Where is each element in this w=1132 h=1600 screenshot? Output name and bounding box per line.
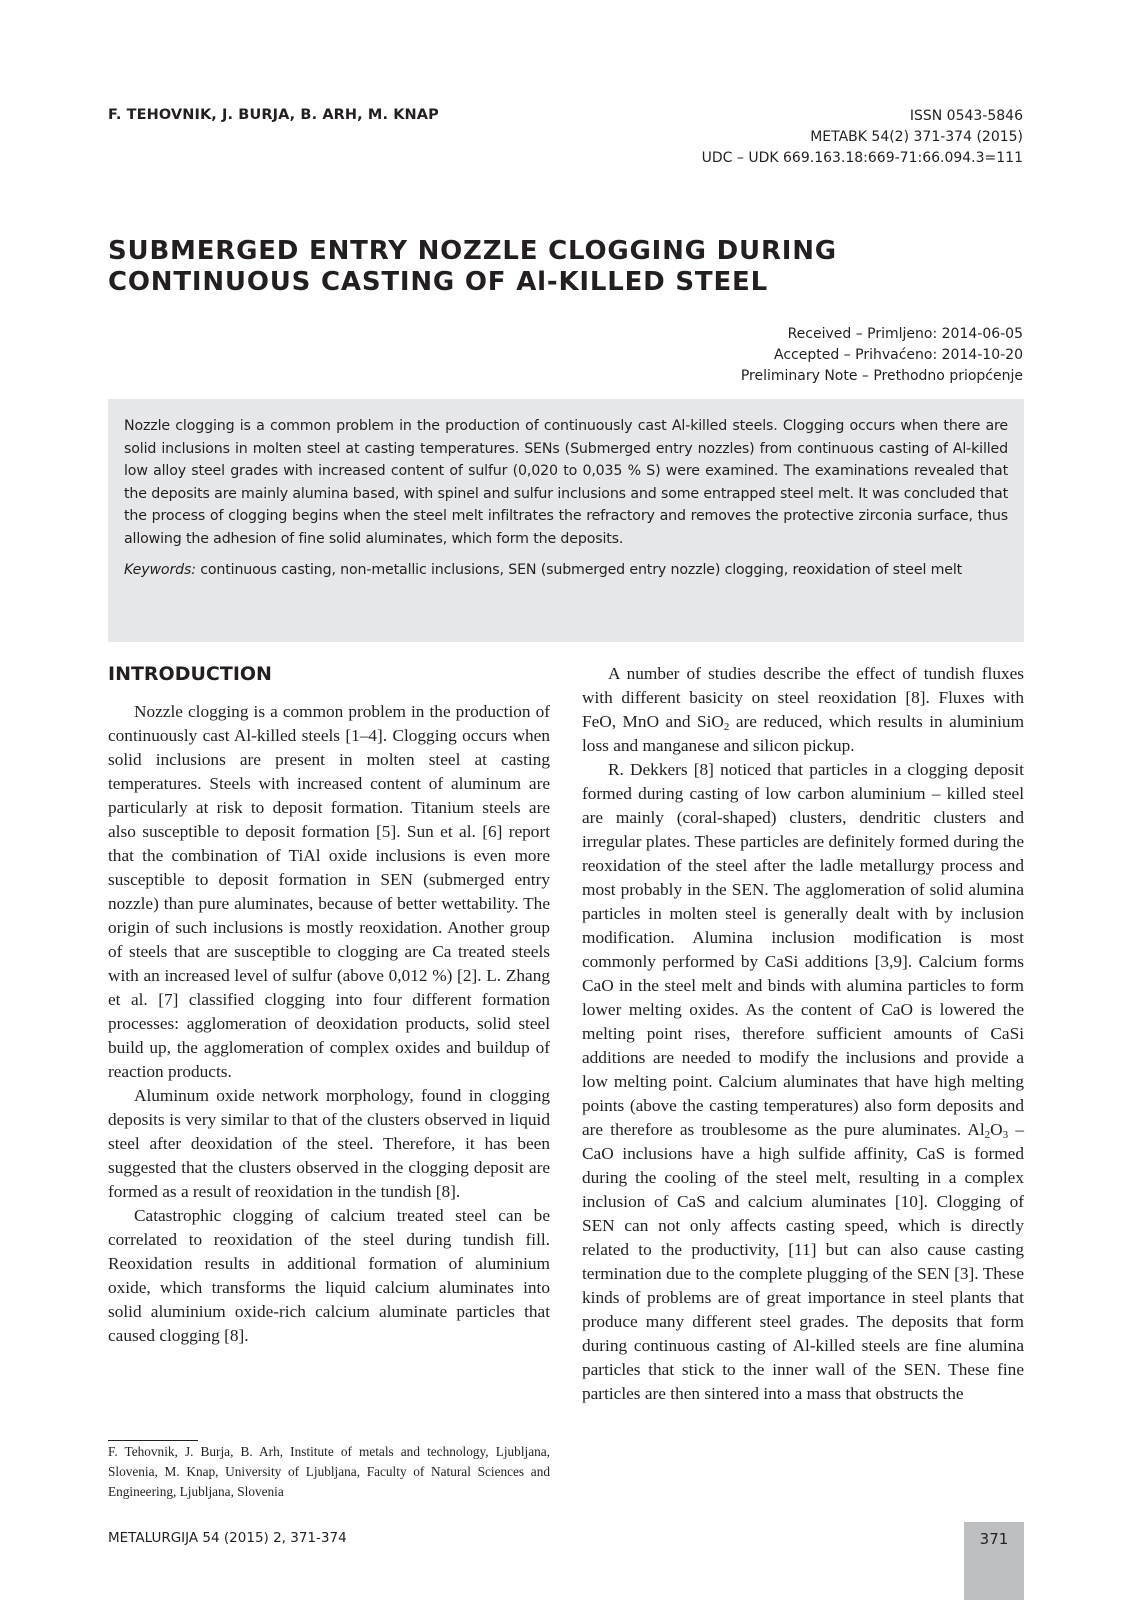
text-run: R. Dekkers [8] noticed that particles in a clogging deposit formed during casting of low carbon aluminium – killed steel are mainly (coral-shaped) clusters, dendritic clusters and irregular plates. These particles are definitely formed during the reoxidation of the steel after the ladle metallurgy process and most probably in the SEN. The agglomeration of solid alumina particles in molten steel is generally dealt with by inclusion modification. Alumina inclusion modification is most commonly performed by CaSi additions [3,9]. Calcium forms CaO in the steel melt and binds with alumina particles to form lower melting oxides. As the content of CaO is lowered the melting point rises, therefore sufficient amounts of CaSi additions are needed to modify the inclusions and provide a low melting point. Calcium aluminates that have high melting points (above the casting temperatures) also form deposits and are therefore as troublesome as the pure aluminates. Al — [582, 760, 1024, 1139]
metabk-reference: METABK 54(2) 371-374 (2015) — [810, 129, 1023, 145]
journal-footer: METALURGIJA 54 (2015) 2, 371-374 — [108, 1530, 347, 1546]
subscript: 3 — [1002, 1129, 1009, 1141]
paragraph: Catastrophic clogging of calcium treated steel can be correlated to reoxidation of the steel during tundish fill. Reoxidation results in additional formation of aluminium oxide, which transforms the liquid calcium aluminates into solid aluminium oxide-rich calcium aluminate particles that caused clogging [8]. — [108, 1206, 550, 1345]
author-list: F. TEHOVNIK, J. BURJA, B. ARH, M. KNAP — [108, 107, 439, 123]
accepted-date: Accepted – Prihvaćeno: 2014-10-20 — [774, 347, 1023, 363]
subscript: 2 — [984, 1129, 991, 1141]
text-run: are reduced, which results in aluminium loss and manganese and silicon pickup. — [582, 712, 1025, 755]
paper-title — [108, 236, 1008, 298]
keywords-text: continuous casting, non-metallic inclusions, SEN (submerged entry nozzle) clogging, reoxidation of steel melt — [195, 561, 963, 578]
left-column — [108, 660, 550, 1348]
text-run: A number of studies describe the effect of tundish fluxes with different basicity on steel reoxidation [8]. Fluxes with FeO, MnO and SiO — [582, 664, 1024, 731]
paper-title-line-2: CONTINUOUS CASTING OF Al-KILLED STEEL — [108, 267, 768, 297]
page-number: 371 — [979, 1530, 1009, 1548]
issn: ISSN 0543-5846 — [909, 108, 1023, 124]
paragraph: Aluminum oxide network morphology, found in clogging deposits is very similar to that of the clusters observed in liquid steel after deoxidation of the steel. Therefore, it has been suggested that the clusters observed in the clogging deposit are formed as a result of reoxidation in the tundish [8]. — [108, 1086, 550, 1201]
paragraph — [582, 758, 1024, 1406]
paragraph — [582, 662, 1024, 758]
udc-code: UDC – UDK 669.163.18:669-71:66.094.3=111 — [701, 150, 1023, 166]
publication-identifiers — [702, 106, 1023, 169]
subscript: 2 — [723, 721, 730, 733]
text-run: O — [990, 1120, 1003, 1139]
page-number-tab — [964, 1522, 1024, 1600]
footnote-divider — [108, 1440, 198, 1441]
keywords — [124, 559, 1008, 582]
abstract-text: Nozzle clogging is a common problem in the production of continuously cast Al-killed steels. Clogging occurs when there are solid inclusions in molten steel at casting temperatures. SENs (Submerged entry nozzles) from continuous casting of Al-killed low alloy steel grades with increased content of sulfur (0,020 to 0,035 % S) were examined. The examinations revealed that the deposits are mainly alumina based, with spinel and sulfur inclusions and some entrapped steel melt. It was concluded that the process of clogging begins when the steel melt infiltrates the refractory and removes the protective zirconia surface, thus allowing the adhesion of fine solid aluminates, which form the deposits. — [124, 418, 1008, 547]
paragraph: Nozzle clogging is a common problem in the production of continuously cast Al-killed steels [1–4]. Clogging occurs when solid inclusions are present in molten steel at casting temperatures. Steels with increased content of aluminum are particularly at risk to deposit formation. Titanium steels are also susceptible to deposit formation [5]. Sun et al. [6] report that the combination of TiAl oxide inclusions is even more susceptible to deposit formation in SEN (submerged entry nozzle) than pure aluminates, because of better wettability. The origin of such inclusions is mostly reoxidation. Another group of steels that are susceptible to clogging are Ca treated steels with an increased level of sulfur (above 0,012 %) [2]. L. Zhang et al. [7] classified clogging into four different formation processes: agglomeration of deoxidation products, solid steel build up, the agglomeration of complex oxides and buildup of reaction products. — [108, 702, 550, 1081]
paper-category: Preliminary Note – Prethodno priopćenje — [740, 368, 1023, 384]
paper-dates — [741, 324, 1023, 387]
section-heading-introduction: INTRODUCTION — [108, 663, 272, 685]
text-run: – CaO inclusions have a high sulfide affinity, CaS is formed during the cooling of the steel melt, resulting in a complex inclusion of CaS and calcium aluminates [10]. Clogging of SEN can not only affects casting speed, which is directly related to the productivity, [11] but can also cause casting termination due to the complete plugging of the SEN [3]. These kinds of problems are of great importance in steel plants that produce many different steel grades. The deposits that form during continuous casting of Al-killed steels are fine alumina particles that stick to the inner wall of the SEN. These fine particles are then sintered into a mass that obstructs the — [582, 1120, 1024, 1403]
abstract-box — [108, 399, 1024, 642]
keywords-label: Keywords: — [124, 561, 196, 578]
right-column — [582, 662, 1024, 1406]
author-affiliations-footnote: F. Tehovnik, J. Burja, B. Arh, Institute of metals and technology, Ljubljana, Slovenia, M. Knap, University of Ljubljana, Faculty of Natural Sciences and Engineering, Ljubljana, Slovenia — [108, 1444, 550, 1499]
received-date: Received – Primljeno: 2014-06-05 — [787, 326, 1023, 342]
paper-title-line-1: SUBMERGED ENTRY NOZZLE CLOGGING DURING — [108, 236, 837, 266]
